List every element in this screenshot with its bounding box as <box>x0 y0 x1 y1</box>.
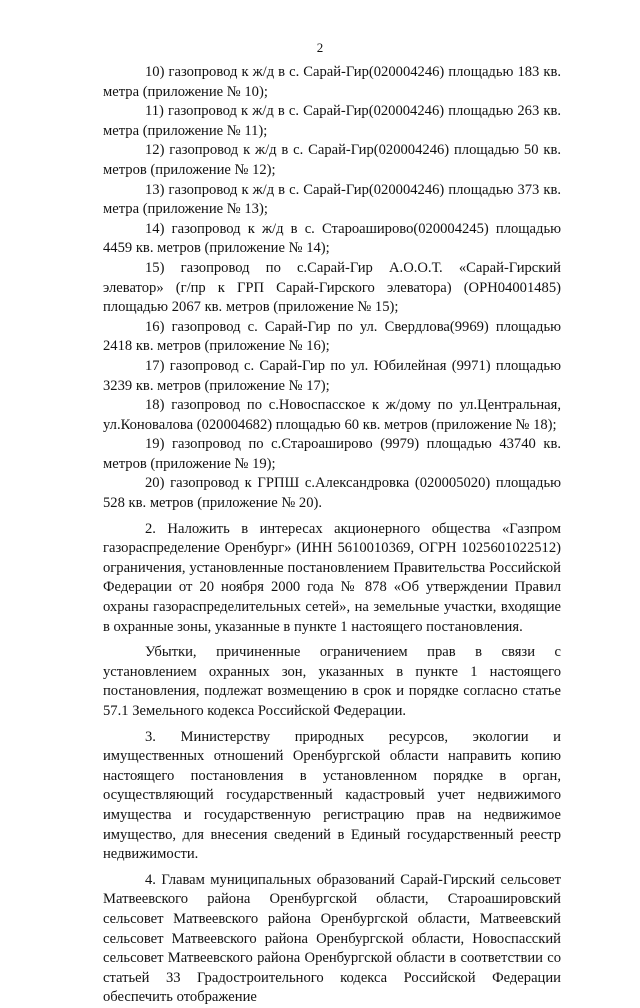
list-item-20: 20) газопровод к ГРПШ с.Александровка (020005020) площадью 528 кв. метров (приложение № 20). <box>103 475 561 512</box>
losses-paragraph: Убытки, причиненные ограничением прав в связи с установлением охранных зон, указанных в пункте 1 настоящего постановления, подлежат возмещению в срок и порядке согласно статье 57.1 Земельного кодекса Российской Федерации. <box>103 644 561 719</box>
list-item-14: 14) газопровод к ж/д в с. Староаширово(020004245) площадью 4459 кв. метров (приложение № 14); <box>103 220 561 257</box>
list-item-16: 16) газопровод с. Сарай-Гир по ул. Свердлова(9969) площадью 2418 кв. метров (приложение № 16); <box>103 318 561 355</box>
list-item-13: 13) газопровод к ж/д в с. Сарай-Гир(020004246) площадью 373 кв. метра (приложение № 13); <box>103 181 561 218</box>
list-item-19: 19) газопровод по с.Староаширово (9979) площадью 43740 кв. метров (приложение № 19); <box>103 436 561 472</box>
page-number: 2 <box>316 40 324 55</box>
list-item-17: 17) газопровод с. Сарай-Гир по ул. Юбилейная (9971) площадью 3239 кв. метров (приложение № 17); <box>103 357 561 394</box>
list-item-18: 18) газопровод по с.Новоспасское к ж/дому по ул.Центральная, ул.Коновалова (020004682) площадью 60 кв. метров (приложение № 18); <box>103 397 561 433</box>
clause-4-paragraph: 4. Главам муниципальных образований Сарай-Гирский сельсовет Матвеевского района Оренбургской области, Староашировский сельсовет Матвеевского района Оренбургской области, Матвеевский сельсовет Матвеевского района Оренбургской области, Новоспасский сельсовет Матвеевского района Оренбургской области в соответствии со статьей 33 Градостроительного кодекса Российской Федерации обеспечить отображение <box>103 871 561 1006</box>
clause-3-paragraph: 3. Министерству природных ресурсов, экологии и имущественных отношений Оренбургской области направить копию настоящего постановления в установленном порядке в орган, осуществляющий государственный кадастровый учет недвижимого имущества и государственную регистрацию прав на недвижимое имущество, для внесения сведений в Единый государственный реестр недвижимости. <box>103 728 561 863</box>
list-item-11: 11) газопровод к ж/д в с. Сарай-Гир(020004246) площадью 263 кв. метра (приложение № 11); <box>103 103 561 139</box>
list-item-12: 12) газопровод к ж/д в с. Сарай-Гир(020004246) площадью 50 кв. метров (приложение № 12); <box>103 142 561 178</box>
list-item-10: 10) газопровод к ж/д в с. Сарай-Гир(020004246) площадью 183 кв. метра (приложение № 10); <box>103 64 561 100</box>
list-item-15: 15) газопровод по с.Сарай-Гир А.О.О.Т. «Сарай-Гирский элеватор» (г/пр к ГРП Сарай-Гирского элеватора) (ОРН04001485) площадью 2067 кв. метров (приложение № 15); <box>103 259 561 316</box>
clause-2-paragraph: 2. Наложить в интересах акционерного общества «Газпром газораспределение Оренбург» (ИНН 5610010369, ОГРН 1025601022512) ограничения, установленные постановлением Правительства Российской Федерации от 20 ноября 2000 года № 878 «Об утверждении Правил охраны газораспределительных сетей», на земельные участки, входящие в охранные зоны, указанные в пункте 1 настоящего постановления. <box>103 520 561 635</box>
document-body <box>103 63 561 1008</box>
